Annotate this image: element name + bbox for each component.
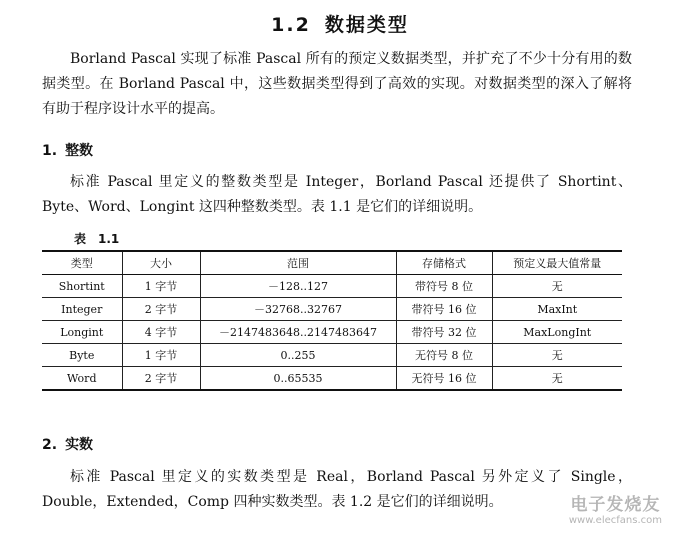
- section-number: 2.: [42, 437, 58, 453]
- header-cell-range: 范围: [200, 251, 396, 275]
- table-cell: －128..127: [200, 275, 396, 298]
- table-number: 1.1: [98, 232, 120, 246]
- watermark-url: www.elecfans.com: [568, 515, 662, 526]
- watermark-logo: [569, 490, 662, 526]
- page-title: [0, 10, 680, 37]
- section-title: 实数: [65, 437, 94, 453]
- table-header-row: [42, 251, 622, 275]
- table-cell: 带符号 8 位: [396, 275, 492, 298]
- table-cell: Longint: [42, 321, 122, 344]
- table-cell: MaxLongInt: [492, 321, 622, 344]
- header-cell-size: 大小: [122, 251, 200, 275]
- title-number: 1.2: [271, 14, 311, 36]
- table-row: [42, 298, 622, 321]
- table-row: [42, 275, 622, 298]
- table-cell: MaxInt: [492, 298, 622, 321]
- table-cell: 2 字节: [122, 298, 200, 321]
- table-cell: 无符号 16 位: [396, 367, 492, 391]
- table-cell: Word: [42, 367, 122, 391]
- section-heading-real: [42, 434, 93, 454]
- intro-paragraph: Borland Pascal 实现了标准 Pascal 所有的预定义数据类型，并扩充了不少十分有用的数据类型。在 Borland Pascal 中，这些数据类型得到了高效的实现。对数据类型的深入了解将有助于程序设计水平的提高。: [42, 51, 632, 117]
- table-row: [42, 321, 622, 344]
- header-cell-type: 类型: [42, 251, 122, 275]
- table-cell: Byte: [42, 344, 122, 367]
- table-cell: 0..255: [200, 344, 396, 367]
- table-cell: 1 字节: [122, 344, 200, 367]
- table-cell: 无: [492, 344, 622, 367]
- table-cell: 1 字节: [122, 275, 200, 298]
- integer-paragraph: 标准 Pascal 里定义的整数类型是 Integer，Borland Pascal 还提供了 Shortint、Byte、Word、Longint 这四种整数类型。表 1.1 是它们的详细说明。: [42, 174, 632, 215]
- real-paragraph: 标准 Pascal 里定义的实数类型是 Real，Borland Pascal 另外定义了 Single，Double，Extended，Comp 四种实数类型。表 1.2 是它们的详细说明。: [42, 469, 632, 510]
- table-row: [42, 367, 622, 391]
- table-caption: [74, 230, 119, 247]
- table-row: [42, 344, 622, 367]
- table-cell: 无符号 8 位: [396, 344, 492, 367]
- table-cell: 带符号 32 位: [396, 321, 492, 344]
- title-text: 数据类型: [324, 14, 409, 36]
- table-cell: －2147483648..2147483647: [200, 321, 396, 344]
- table-cell: 无: [492, 275, 622, 298]
- table-cell: Shortint: [42, 275, 122, 298]
- section-number: 1.: [42, 143, 58, 159]
- table-cell: Integer: [42, 298, 122, 321]
- table-label: 表: [74, 232, 87, 246]
- table-cell: 0..65535: [200, 367, 396, 391]
- watermark-text: 电子发烧友: [570, 495, 661, 515]
- integer-types-table: [42, 250, 622, 391]
- section-title: 整数: [65, 143, 94, 159]
- header-cell-max-constant: 预定义最大值常量: [492, 251, 622, 275]
- section-heading-integer: [42, 140, 93, 160]
- table-cell: 带符号 16 位: [396, 298, 492, 321]
- table-cell: －32768..32767: [200, 298, 396, 321]
- table-cell: 4 字节: [122, 321, 200, 344]
- header-cell-storage: 存储格式: [396, 251, 492, 275]
- table-cell: 2 字节: [122, 367, 200, 391]
- table-cell: 无: [492, 367, 622, 391]
